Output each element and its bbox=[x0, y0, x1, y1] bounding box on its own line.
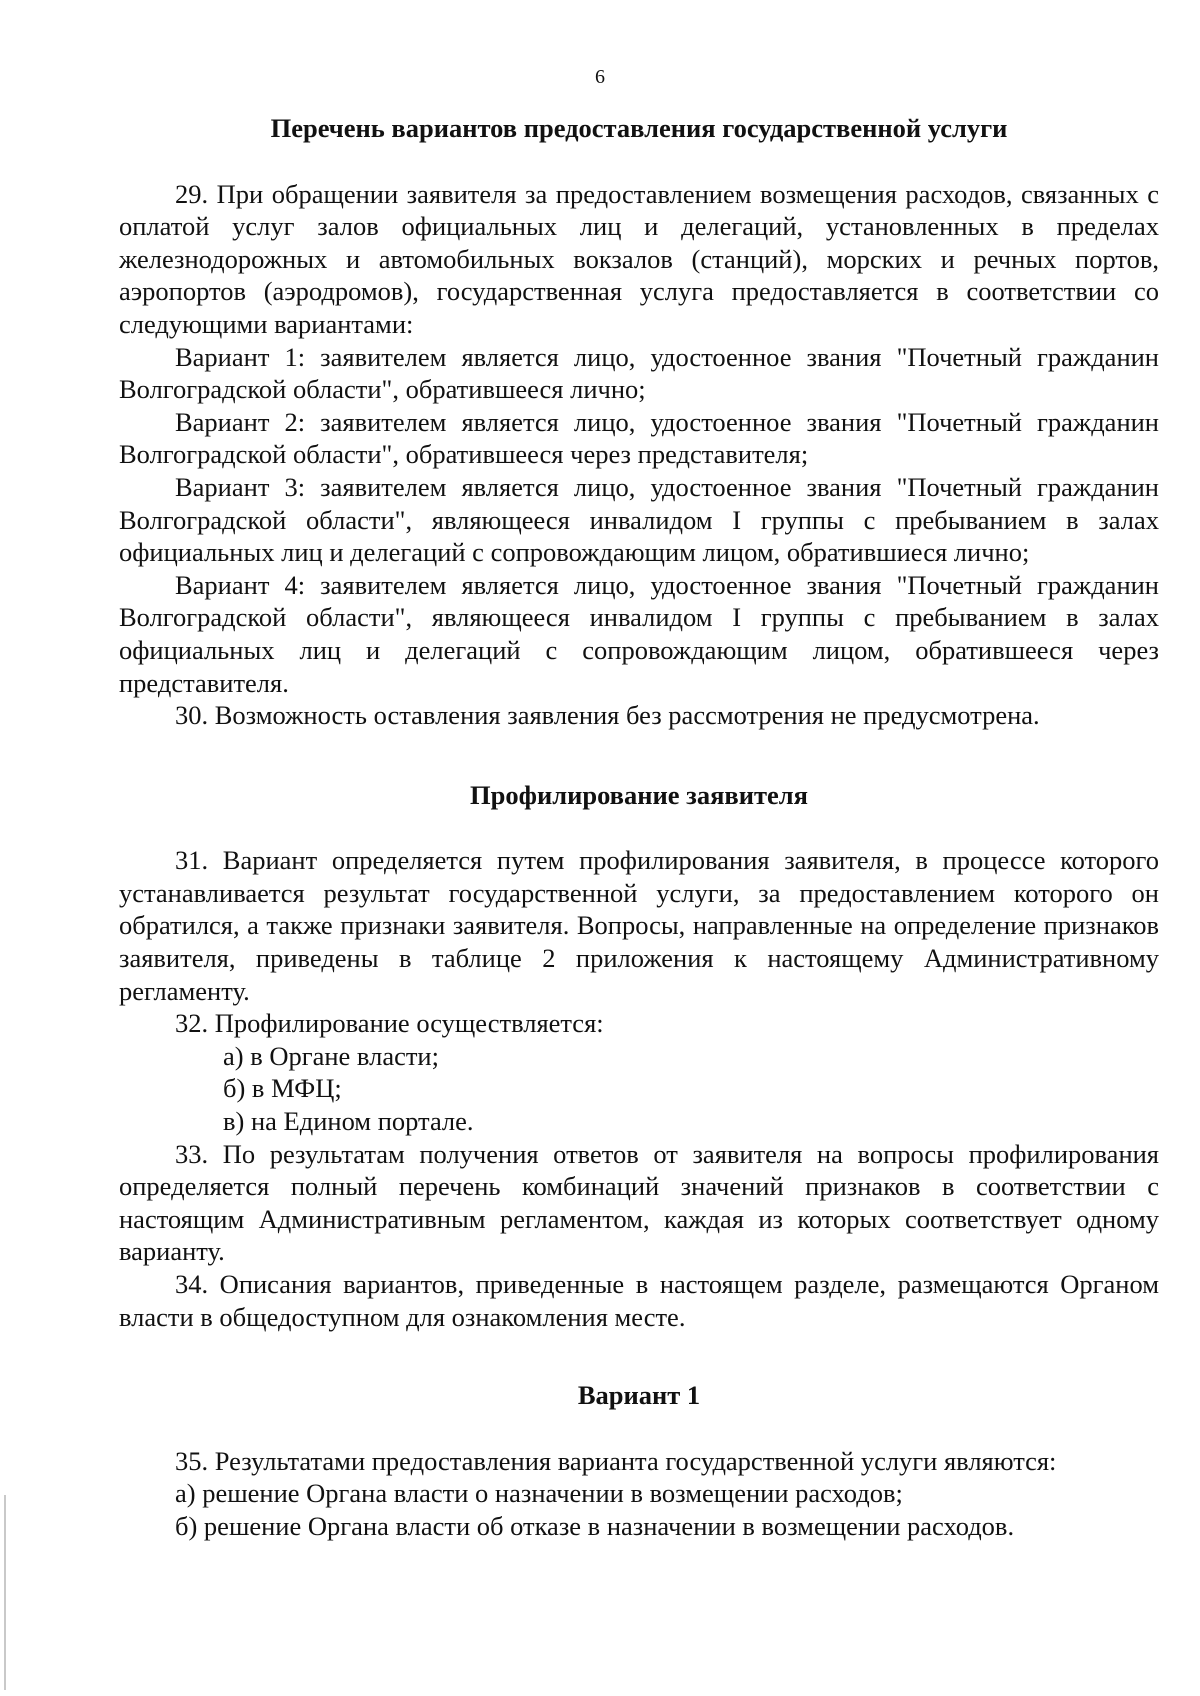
section-heading-profiling: Профилирование заявителя bbox=[470, 779, 808, 810]
variant-1-description: Вариант 1: заявителем является лицо, удостоенное звания "Почетный гражданин Волгоградской области", обратившееся лично; bbox=[119, 341, 1159, 405]
paragraph-35: 35. Результатами предоставления варианта государственной услуги являются: bbox=[175, 1445, 1057, 1476]
paragraph-33: 33. По результатам получения ответов от заявителя на вопросы профилирования определяется полный перечень комбинаций значений признаков в соответствии с настоящим Административным регламентом, каждая из которых соответствует одному варианту. bbox=[119, 1138, 1159, 1267]
scan-edge-mark bbox=[4, 1495, 6, 1690]
variant-3-description: Вариант 3: заявителем является лицо, удостоенное звания "Почетный гражданин Волгоградской области", являющееся инвалидом I группы с пребыванием в залах официальных лиц и делегаций с сопровождающим лицом, обратившиеся лично; bbox=[119, 471, 1159, 568]
section-heading-variants: Перечень вариантов предоставления государственной услуги bbox=[270, 113, 1008, 143]
paragraph-31: 31. Вариант определяется путем профилирования заявителя, в процессе которого устанавливается результат государственной услуги, за предоставлением которого он обратился, а также признаки заявителя. Вопросы, направленные на определение признаков заявителя, приведены в таблице 2 приложения к настоящему Административному регламенту. bbox=[119, 845, 1159, 1006]
paragraph-34: 34. Описания вариантов, приведенные в настоящем разделе, размещаются Органом власти в общедоступном для ознакомления месте. bbox=[119, 1269, 1159, 1332]
profiling-item-a: а) в Органе власти; bbox=[223, 1040, 439, 1071]
paragraph-32: 32. Профилирование осуществляется: bbox=[175, 1008, 604, 1039]
section-heading-variant-1: Вариант 1 bbox=[577, 1380, 701, 1411]
page-number: 6 bbox=[595, 66, 605, 88]
profiling-item-b: б) в МФЦ; bbox=[223, 1073, 342, 1104]
document-body bbox=[119, 112, 1159, 1543]
result-item-a: а) решение Органа власти о назначении в возмещении расходов; bbox=[175, 1478, 903, 1509]
variant-2-description: Вариант 2: заявителем является лицо, удостоенное звания "Почетный гражданин Волгоградской области", обратившееся через представителя; bbox=[119, 406, 1159, 470]
paragraph-29: 29. При обращении заявителя за предоставлением возмещения расходов, связанных с оплатой услуг залов официальных лиц и делегаций, установленных в пределах железнодорожных и автомобильных вокзалов (станций), морских и речных портов, аэропортов (аэродромов), государственная услуга предоставляется в соответствии со следующими вариантами: bbox=[119, 178, 1159, 339]
profiling-item-c: в) на Едином портале. bbox=[223, 1106, 474, 1137]
variant-4-description: Вариант 4: заявителем является лицо, удостоенное звания "Почетный гражданин Волгоградской области", являющееся инвалидом I группы с пребыванием в залах официальных лиц и делегаций с сопровождающим лицом, обратившееся через представителя. bbox=[119, 569, 1159, 698]
result-item-b: б) решение Органа власти об отказе в назначении в возмещении расходов. bbox=[175, 1510, 1015, 1541]
paragraph-30: 30. Возможность оставления заявления без рассмотрения не предусмотрена. bbox=[175, 700, 1040, 731]
